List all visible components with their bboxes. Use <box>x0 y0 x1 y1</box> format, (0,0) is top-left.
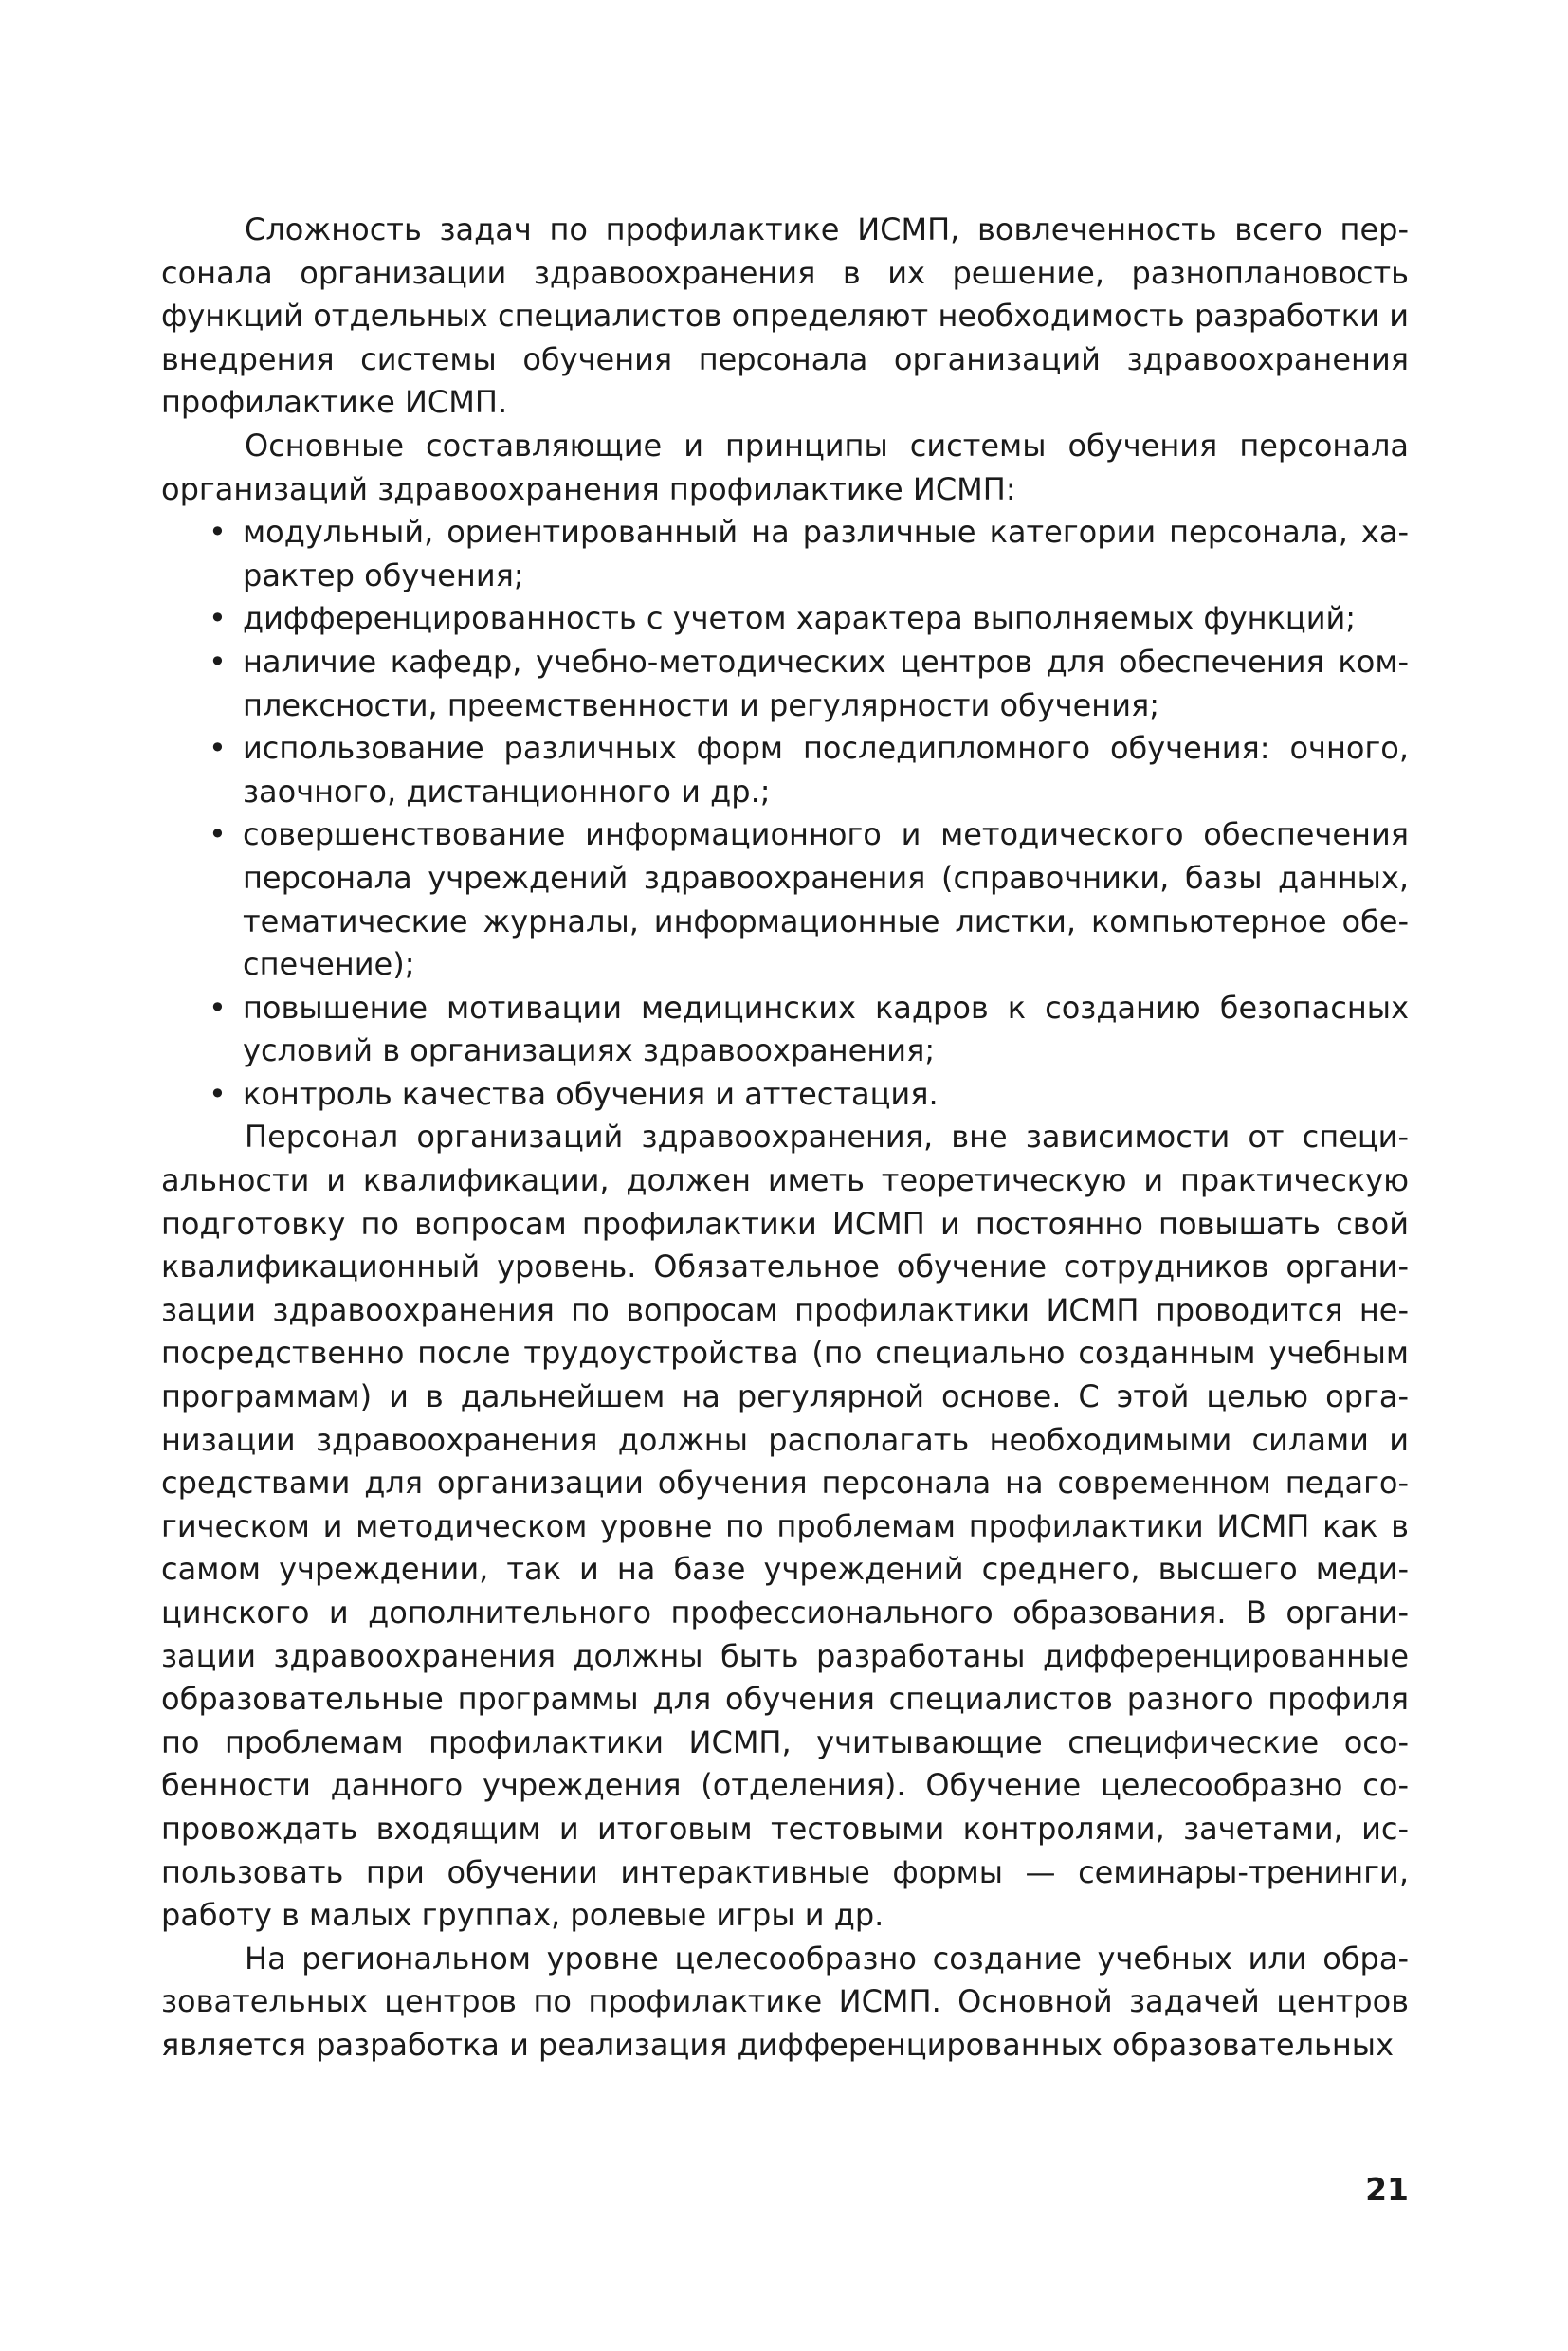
bullet-icon: • <box>209 1075 227 1112</box>
page-body <box>161 209 1409 2068</box>
list-item-text: контроль качества обучения и аттестация. <box>243 1075 939 1112</box>
list-item-text: наличие кафедр, учебно-методических центров для обеспечения комплексности, преемственности и регулярности обучения; <box>243 643 1409 723</box>
list-item <box>161 813 1409 986</box>
bullet-icon: • <box>209 989 227 1026</box>
list-item <box>161 727 1409 813</box>
list-item-text: модульный, ориентированный на различные категории персонала, характер обучения; <box>243 514 1409 593</box>
paragraph-complexity: Сложность задач по профилактике ИСМП, вовлеченность всего персонала организации здравоохранения в их решение, разноплановость функций отдельных специалистов определяют необходимость разработки и внедрения системы обучения персонала организаций здравоохранения профилактике ИСМП. <box>161 211 1409 421</box>
bullet-icon: • <box>209 643 227 680</box>
page-number: 21 <box>1365 2171 1409 2208</box>
paragraph-principles-intro: Основные составляющие и принципы системы обучения персонала организаций здравоохранения профилактике ИСМП: <box>161 427 1409 507</box>
bullet-icon: • <box>209 600 227 637</box>
bullet-icon: • <box>209 730 227 767</box>
list-item <box>161 1073 1409 1117</box>
list-item <box>161 597 1409 641</box>
list-item <box>161 987 1409 1073</box>
list-item-text: использование различных форм последипломного обучения: очного, заочного, дистанционного и др.; <box>243 730 1409 810</box>
list-item-text: совершенствование информационного и методического обеспечения персонала учреждений здравоохранения (справочники, базы данных, тематические журналы, информационные листки, компьютерное обеспечение); <box>243 816 1409 983</box>
paragraph-regional-centers: На региональном уровне целесообразно создание учебных или образовательных центров по профилактике ИСМП. Основной задачей центров является разработка и реализация дифференцированных образовательных <box>161 1940 1409 2063</box>
bullet-icon: • <box>209 514 227 551</box>
paragraph-staff-training: Персонал организаций здравоохранения, вне зависимости от специальности и квалификации, должен иметь теоретическую и практическую подготовку по вопросам профилактики ИСМП и постоянно повышать свой квалификационный уровень. Обязательное обучение сотрудников организации здравоохранения по вопросам профилактики ИСМП проводится непосредственно после трудоустройства (по специально созданным учебным программам) и в дальнейшем на регулярной основе. С этой целью организации здравоохранения должны располагать необходимыми силами и средствами для организации обучения персонала на современном педагогическом и методическом уровне по проблемам профилактики ИСМП как в самом учреждении, так и на базе учреждений среднего, высшего медицинского и дополнительного профессионального образования. В организации здравоохранения должны быть разработаны дифференцированные образовательные программы для обучения специалистов разного профиля по проблемам профилактики ИСМП, учитывающие специфические особенности данного учреждения (отделения). Обучение целесообразно сопровождать входящим и итоговым тестовыми контролями, зачетами, использовать при обучении интерактивные формы — семинары-тренинги, работу в малых группах, ролевые игры и др. <box>161 1119 1409 1934</box>
list-item-text: повышение мотивации медицинских кадров к созданию безопасных условий в организациях здравоохранения; <box>243 989 1409 1069</box>
principles-list <box>161 511 1409 1116</box>
list-item-text: дифференцированность с учетом характера выполняемых функций; <box>243 600 1357 637</box>
list-item <box>161 511 1409 597</box>
list-item <box>161 641 1409 727</box>
bullet-icon: • <box>209 816 227 853</box>
